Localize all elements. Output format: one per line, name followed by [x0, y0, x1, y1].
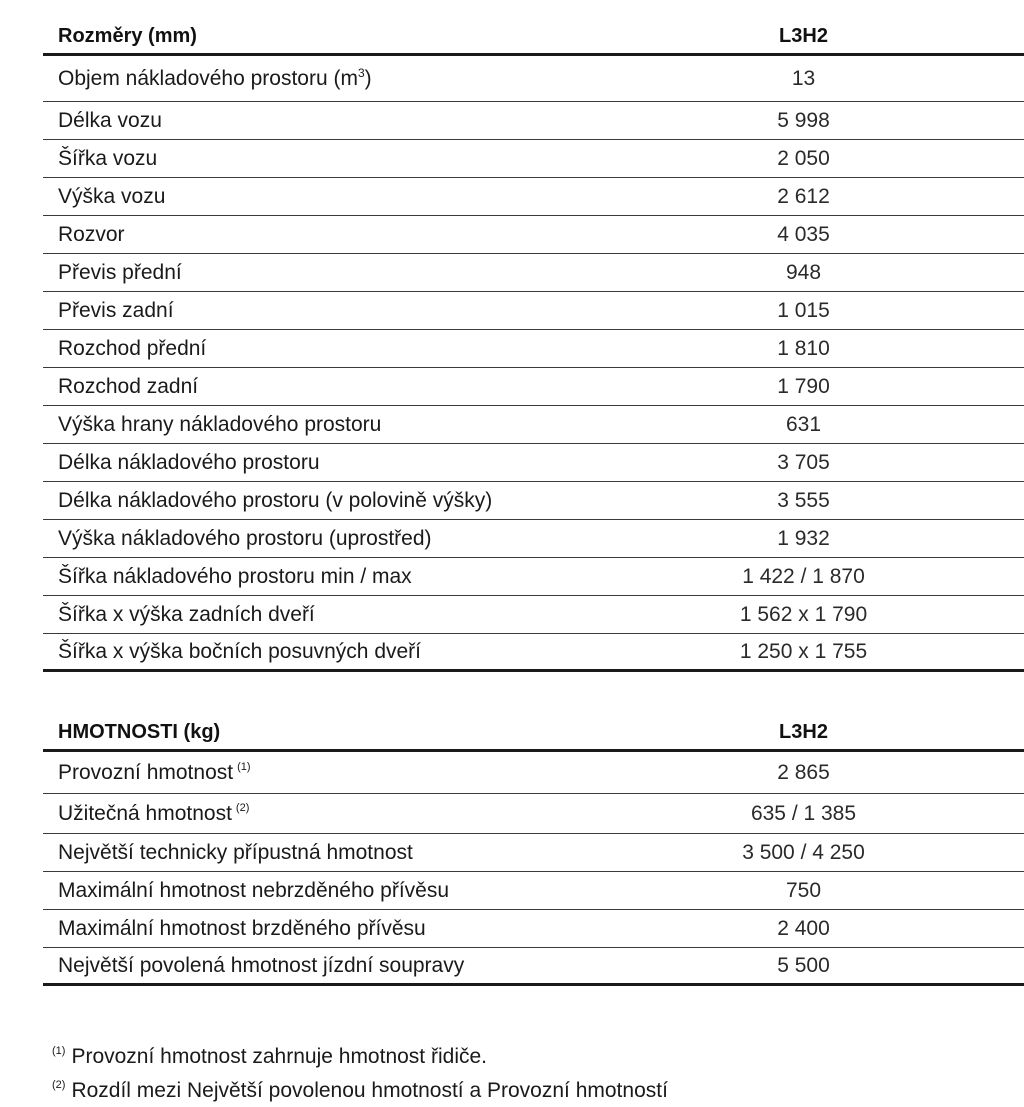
row-value: 1 015: [777, 298, 830, 322]
table-row: [43, 140, 1024, 178]
table-row: [43, 444, 1024, 482]
row-value: 631: [785, 412, 822, 436]
row-label: Převis zadní: [58, 298, 174, 322]
row-label: Délka nákladového prostoru (v polovině výšky): [58, 488, 493, 512]
footnote-2: [52, 1071, 668, 1105]
table-row: [43, 216, 1024, 254]
footnote-marker: (1): [237, 760, 251, 773]
footnote-marker: (2): [52, 1079, 66, 1091]
dimensions-header-label: Rozměry (mm): [58, 25, 197, 47]
table-row: [43, 596, 1024, 634]
table-row: [43, 948, 1024, 986]
row-value: 750: [785, 878, 822, 902]
table-row: [43, 834, 1024, 872]
row-value: 13: [791, 66, 816, 90]
table-row: [43, 368, 1024, 406]
row-label: Rozvor: [58, 222, 125, 246]
masses-header-label: HMOTNOSTI (kg): [58, 721, 221, 743]
footnote-marker: (1): [52, 1045, 66, 1057]
row-label: Délka nákladového prostoru: [58, 450, 320, 474]
row-value: 1 250 x 1 755: [739, 639, 868, 663]
dimensions-header: [43, 20, 1024, 56]
row-label: Převis přední: [58, 260, 182, 284]
row-value: 1 422 / 1 870: [742, 564, 865, 588]
row-label: Délka vozu: [58, 108, 162, 132]
row-label: Výška nákladového prostoru (uprostřed): [58, 526, 432, 550]
footnotes: [52, 1037, 668, 1105]
row-value: 5 998: [777, 108, 830, 132]
dimensions-header-model: L3H2: [779, 25, 828, 47]
row-value: 3 500 / 4 250: [742, 840, 865, 864]
row-label: Šířka vozu: [58, 146, 158, 170]
table-row: [43, 406, 1024, 444]
row-value: 1 810: [777, 336, 830, 360]
row-label: Šířka x výška zadních dveří: [58, 602, 315, 626]
row-label: Objem nákladového prostoru $(m^3)$: [58, 66, 372, 90]
row-label: Výška vozu: [58, 184, 166, 208]
row-value: 2 050: [777, 146, 830, 170]
row-value: 2 400: [777, 916, 830, 940]
row-value: 1 790: [777, 374, 830, 398]
footnote-marker: (2): [235, 801, 250, 814]
masses-header-model: L3H2: [779, 721, 828, 743]
table-row: [43, 292, 1024, 330]
row-value: 1 562 x 1 790: [739, 602, 868, 626]
footnote-text: Rozdíl mezi Největší povolenou hmotností a Provozní hmotností: [71, 1079, 668, 1102]
row-label: Šířka x výška bočních posuvných dveří: [58, 639, 421, 663]
row-label: Šířka nákladového prostoru min / max: [58, 564, 412, 588]
footnote-text: Provozní hmotnost zahrnuje hmotnost řidiče.: [71, 1045, 487, 1068]
row-value: 2 612: [777, 184, 830, 208]
row-value: 3 705: [777, 450, 830, 474]
table-row: [43, 102, 1024, 140]
row-label: Výška hrany nákladového prostoru: [58, 412, 382, 436]
row-value: 2 865: [777, 760, 830, 784]
row-label: Největší technicky přípustná hmotnost: [58, 840, 413, 864]
row-label: Maximální hmotnost brzděného přívěsu: [58, 916, 426, 940]
footnote-1: [52, 1037, 668, 1071]
table-row: [43, 752, 1024, 794]
table-row: [43, 254, 1024, 292]
row-value: 4 035: [777, 222, 830, 246]
table-row: [43, 910, 1024, 948]
table-row: [43, 330, 1024, 368]
row-label: Užitečná hmotnost $^{(2)}$: [58, 801, 250, 825]
row-value: 1 932: [777, 526, 830, 550]
row-value: 3 555: [777, 488, 830, 512]
row-label: Rozchod zadní: [58, 374, 199, 398]
dimensions-table: [43, 20, 1024, 672]
table-row: [43, 56, 1024, 102]
superscript: 3: [357, 66, 365, 80]
table-row: [43, 178, 1024, 216]
table-row: [43, 520, 1024, 558]
table-row: [43, 634, 1024, 672]
row-value: 5 500: [777, 953, 830, 977]
row-label: Největší povolená hmotnost jízdní soupravy: [58, 953, 465, 977]
masses-header: [43, 716, 1024, 752]
table-row: [43, 482, 1024, 520]
row-value: 635 / 1 385: [750, 801, 857, 825]
table-row: [43, 558, 1024, 596]
table-row: [43, 872, 1024, 910]
table-row: [43, 794, 1024, 834]
row-label: Provozní hmotnost $^{(1)}$: [58, 760, 251, 784]
row-label: Rozchod přední: [58, 336, 207, 360]
row-value: 948: [785, 260, 822, 284]
masses-table: [43, 716, 1024, 986]
row-label: Maximální hmotnost nebrzděného přívěsu: [58, 878, 450, 902]
